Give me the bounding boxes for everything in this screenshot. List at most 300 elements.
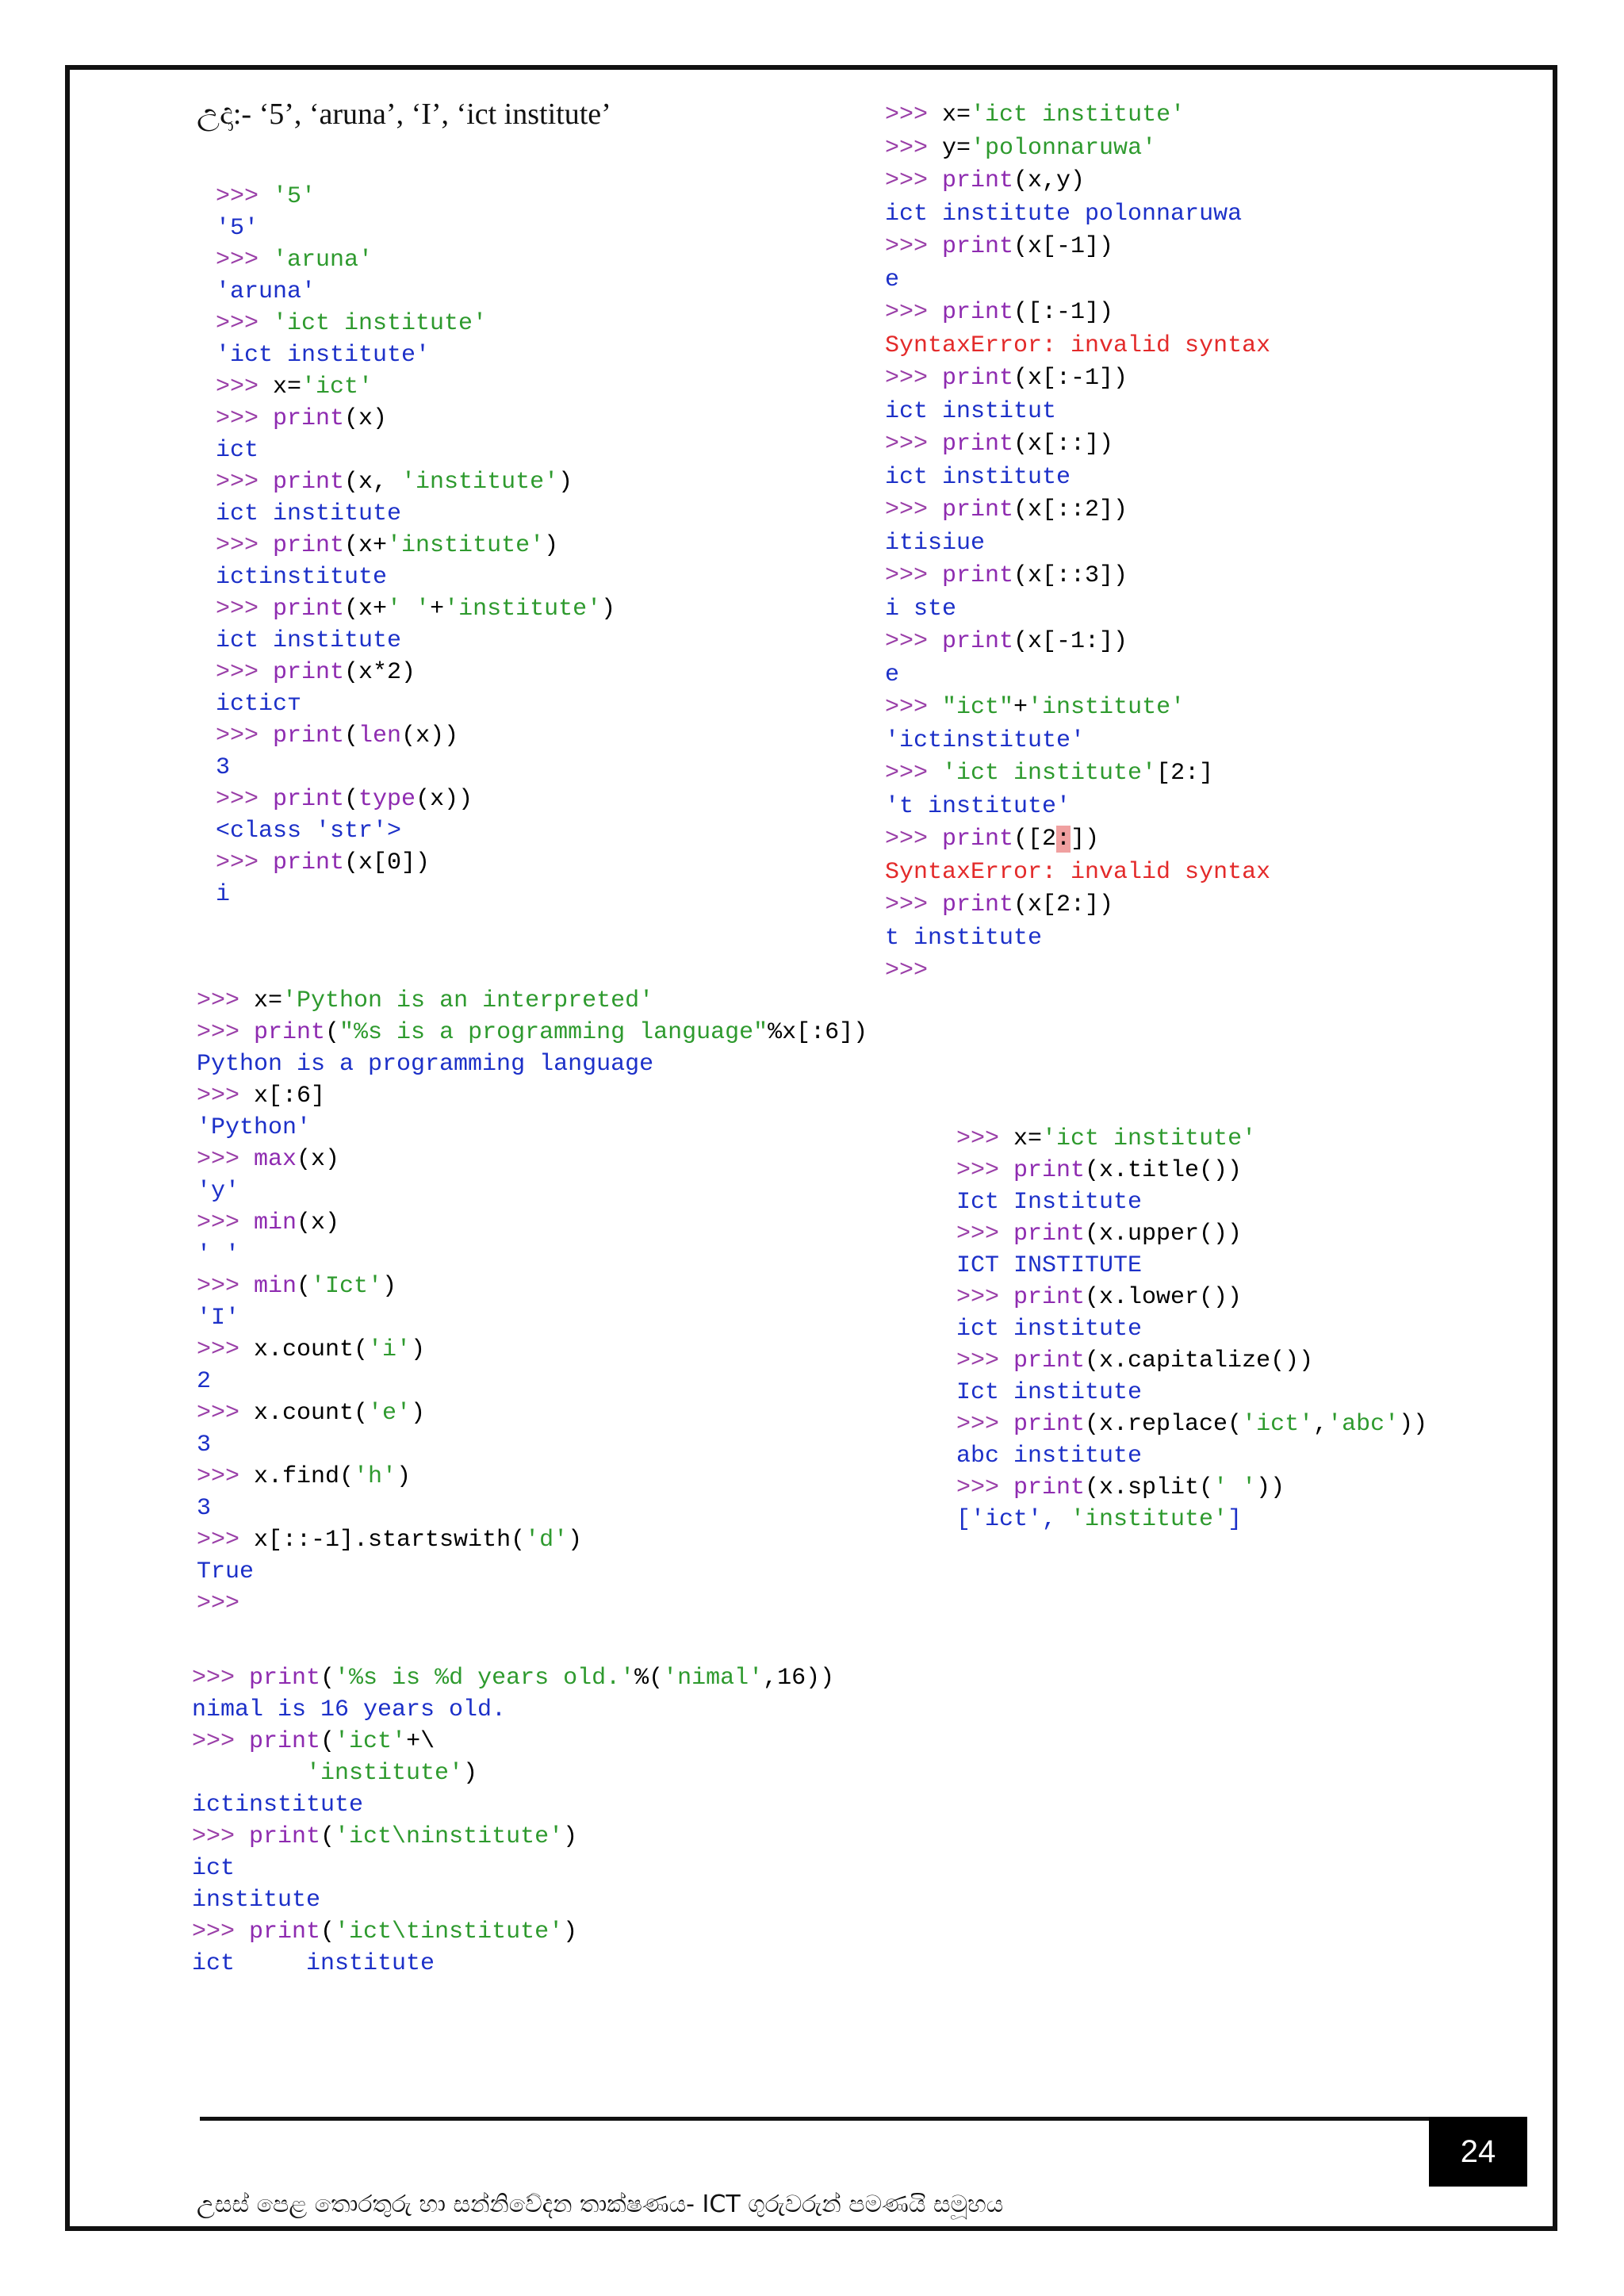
code-text: ( — [297, 1273, 312, 1300]
console-line — [216, 564, 387, 591]
console-string-formatting — [192, 1662, 834, 1980]
output-text: <class 'str'> — [216, 818, 402, 845]
code-text: print — [942, 365, 1014, 392]
code-text: %( — [634, 1665, 664, 1692]
code-text: '5' — [273, 183, 316, 210]
code-text: x= — [942, 102, 971, 128]
code-text: x= — [254, 987, 283, 1014]
code-text: +\ — [406, 1728, 435, 1755]
console-line — [956, 1189, 1142, 1216]
prompt: >>> — [956, 1284, 1014, 1311]
code-text: max — [254, 1146, 297, 1173]
console-line — [192, 1855, 235, 1882]
code-text: (x)) — [401, 723, 459, 749]
prompt: >>> — [197, 1590, 240, 1617]
code-text: print — [942, 562, 1014, 589]
code-text: x.find( — [254, 1463, 354, 1490]
code-text: ) — [463, 1760, 478, 1787]
code-text: (x[:-1]) — [1013, 365, 1128, 392]
console-line — [197, 1305, 239, 1332]
code-text: ) — [563, 1823, 578, 1850]
console-line — [885, 760, 1213, 787]
code-text: (x, — [344, 469, 402, 496]
code-text: 'institute' — [387, 532, 545, 559]
console-line — [956, 1157, 1242, 1184]
prompt: >>> — [885, 694, 943, 721]
code-text: 'h' — [354, 1463, 397, 1490]
prompt: >>> — [956, 1474, 1014, 1501]
code-text: (x[-1]) — [1013, 233, 1114, 260]
console-line — [192, 1918, 577, 1945]
console-line — [885, 925, 1042, 952]
code-text: 'ict institute' — [942, 760, 1157, 787]
code-text: (x,y) — [1013, 167, 1086, 194]
code-text: 'Python is an interpreted' — [282, 987, 654, 1014]
output-text: 't institute' — [885, 792, 1071, 820]
prompt: >>> — [197, 1019, 255, 1046]
code-text: print — [1013, 1157, 1086, 1184]
prompt: >>> — [956, 1411, 1014, 1438]
output-text: itisiue — [885, 529, 986, 557]
code-text: 'polonnaruwa' — [971, 134, 1157, 162]
code-text: 'i' — [368, 1336, 412, 1363]
code-text: (x[-1:]) — [1013, 628, 1128, 655]
console-line — [956, 1411, 1427, 1438]
prompt: >>> — [216, 374, 274, 401]
console-line — [956, 1347, 1313, 1374]
prompt: >>> — [216, 659, 274, 686]
console-line — [197, 1273, 396, 1300]
console-line — [216, 342, 430, 369]
code-text: 'institute' — [444, 596, 602, 623]
prompt: >>> — [216, 183, 274, 210]
code-text: print — [1013, 1284, 1086, 1311]
output-text: t institute — [885, 924, 1043, 952]
console-line — [216, 374, 373, 401]
console-line — [197, 1114, 311, 1141]
code-text: + — [1013, 694, 1028, 721]
code-text: ( — [320, 1823, 335, 1850]
output-text: 'ictinstitute' — [885, 726, 1086, 754]
console-line — [216, 659, 416, 686]
code-text: (x.title()) — [1085, 1157, 1243, 1184]
output-text: ict institute polonnaruwa — [885, 200, 1243, 228]
output-text: e — [885, 661, 900, 688]
console-line — [197, 1558, 254, 1585]
output-text: Ict Institute — [956, 1189, 1143, 1216]
output-text: 2 — [197, 1368, 212, 1395]
code-text: "ict" — [942, 694, 1014, 721]
prompt: >>> — [192, 1823, 250, 1850]
console-line — [197, 1400, 425, 1427]
prompt: >>> — [192, 1728, 250, 1755]
console-line — [885, 694, 1185, 721]
code-text: print — [273, 469, 345, 496]
code-text: print — [942, 299, 1014, 326]
code-text: print — [273, 405, 345, 432]
code-text: 'abc' — [1327, 1411, 1400, 1438]
console-line — [956, 1221, 1242, 1248]
console-line — [885, 628, 1128, 655]
code-text: ) — [601, 596, 616, 623]
prompt: >>> — [885, 431, 943, 458]
console-line — [216, 849, 430, 876]
prompt: >>> — [885, 891, 943, 918]
console-line — [885, 135, 1156, 162]
code-text: (x[::2]) — [1013, 496, 1128, 523]
code-text: print — [249, 1665, 321, 1692]
footer-text: උසස් පෙළ තොරතුරු හා සන්නිවේදන තාක්ෂණය- ICT ගුරුවරුන් පමණයි සමූහය — [197, 2191, 1004, 2218]
prompt: >>> — [956, 1157, 1014, 1184]
output-text: 3 — [216, 754, 231, 781]
console-line — [885, 562, 1128, 589]
console-line — [885, 431, 1113, 458]
console-line — [216, 500, 401, 527]
console-line — [216, 596, 615, 623]
code-text: ,16)) — [763, 1665, 835, 1692]
code-text: 'ict institute' — [273, 310, 488, 337]
code-text: ) — [544, 532, 559, 559]
code-text: 'ict\tinstitute' — [335, 1918, 564, 1945]
console-line — [885, 299, 1113, 326]
code-text: print — [1013, 1221, 1086, 1248]
prompt: >>> — [197, 1273, 255, 1300]
code-text: 'institute' — [306, 1760, 464, 1787]
output-text: ictinstitute — [192, 1792, 364, 1819]
console-line — [216, 437, 259, 464]
code-text: (x+ — [344, 596, 388, 623]
code-text: ) — [411, 1400, 426, 1427]
output-text: 'y' — [197, 1178, 240, 1205]
console-line — [192, 1665, 834, 1692]
code-text: (x.upper()) — [1085, 1221, 1243, 1248]
output-text: 'I' — [197, 1305, 240, 1332]
console-line — [216, 405, 387, 432]
output-text: i — [216, 881, 231, 908]
console-line — [885, 859, 1270, 886]
console-line — [197, 1019, 868, 1046]
prompt: >>> — [885, 102, 943, 128]
code-text: print — [273, 532, 345, 559]
console-line — [216, 469, 573, 496]
code-text: ( — [320, 1918, 335, 1945]
output-text: ict institute — [216, 627, 402, 654]
console-line — [216, 215, 259, 242]
output-text: 'aruna' — [216, 278, 316, 305]
intro-line: උදා:- ‘5’, ‘aruna’, ‘I’, ‘ict institute’ — [197, 98, 611, 131]
output-text: ict institute — [192, 1950, 435, 1977]
console-line — [197, 1590, 239, 1617]
output-text: institute — [192, 1887, 321, 1914]
code-text: print — [1013, 1347, 1086, 1374]
code-text: print — [942, 628, 1014, 655]
prompt: >>> — [885, 562, 943, 589]
console-line — [885, 727, 1085, 754]
code-text: 'ict\ninstitute' — [335, 1823, 564, 1850]
console-string-functions — [197, 985, 868, 1619]
console-line — [216, 627, 401, 654]
console-line — [885, 793, 1071, 820]
console-line — [956, 1506, 1242, 1533]
console-line — [192, 1792, 363, 1819]
code-text: (x) — [297, 1146, 340, 1173]
console-line — [885, 398, 1056, 425]
code-text: 'institute' — [1028, 694, 1185, 721]
code-text: ) — [568, 1527, 583, 1554]
console-line — [956, 1443, 1142, 1470]
console-line — [216, 881, 230, 908]
console-line — [885, 266, 899, 293]
code-text: 'institute' — [401, 469, 559, 496]
code-text: print — [273, 659, 345, 686]
console-line — [197, 1527, 582, 1554]
console-line — [192, 1760, 477, 1787]
code-text: )) — [1256, 1474, 1285, 1501]
code-text: 'Ict' — [311, 1273, 383, 1300]
prompt: >>> — [885, 957, 929, 984]
prompt: >>> — [885, 628, 943, 655]
output-text: ict institut — [885, 397, 1057, 425]
console-line — [216, 786, 473, 813]
code-text: (x.split( — [1085, 1474, 1214, 1501]
prompt: >>> — [885, 760, 943, 787]
console-string-methods — [956, 1123, 1427, 1535]
console-line — [197, 1495, 211, 1522]
console-string-slicing — [885, 99, 1270, 988]
console-line — [885, 891, 1113, 918]
console-string-basics — [216, 181, 615, 910]
code-text: '%s is %d years old.' — [335, 1665, 635, 1692]
console-line — [216, 532, 558, 559]
console-line — [197, 1432, 211, 1458]
console-line — [197, 1336, 425, 1363]
output-text: e — [885, 266, 900, 293]
console-line — [885, 957, 928, 984]
code-text: : — [1056, 826, 1071, 853]
code-text: ) — [558, 469, 573, 496]
code-text: (x.replace( — [1085, 1411, 1243, 1438]
console-line — [885, 201, 1242, 228]
code-text: print — [273, 596, 345, 623]
prompt: >>> — [885, 826, 943, 853]
code-text: 'ict institute' — [1042, 1125, 1257, 1152]
prompt: >>> — [956, 1221, 1014, 1248]
console-line — [956, 1252, 1142, 1279]
code-text: print — [273, 723, 345, 749]
prompt: >>> — [197, 1463, 255, 1490]
output-text: 3 — [197, 1495, 212, 1522]
console-line — [216, 247, 373, 274]
error-text: SyntaxError: invalid syntax — [885, 332, 1271, 359]
console-line — [956, 1474, 1285, 1501]
console-line — [216, 278, 316, 305]
console-line — [885, 167, 1085, 194]
prompt: >>> — [885, 365, 943, 392]
output-text: abc institute — [956, 1443, 1143, 1470]
output-text: 'ict institute' — [216, 342, 431, 369]
output-text: ICT INSTITUTE — [956, 1252, 1143, 1279]
prompt: >>> — [197, 1083, 255, 1110]
page-number: 24 — [1429, 2117, 1527, 2187]
output-text: ] — [1228, 1506, 1243, 1533]
console-line — [216, 183, 316, 210]
console-line — [956, 1379, 1142, 1406]
code-text: ) — [411, 1336, 426, 1363]
code-text — [192, 1760, 306, 1787]
prompt: >>> — [885, 496, 943, 523]
console-line — [956, 1316, 1142, 1343]
console-line — [956, 1125, 1256, 1152]
code-text: (x.lower()) — [1085, 1284, 1243, 1311]
output-text: icticт — [216, 691, 302, 718]
prompt: >>> — [956, 1125, 1014, 1152]
code-text: , — [1313, 1411, 1328, 1438]
console-line — [192, 1950, 435, 1977]
code-text: (x[0]) — [344, 849, 431, 876]
code-text: min — [254, 1209, 297, 1236]
code-text: print — [273, 786, 345, 813]
output-text: ict institute — [885, 463, 1071, 491]
prompt: >>> — [216, 596, 274, 623]
code-text: ( — [325, 1019, 340, 1046]
code-text: print — [942, 891, 1014, 918]
code-text: + — [430, 596, 445, 623]
prompt: >>> — [885, 134, 943, 162]
code-text: ]) — [1071, 826, 1100, 853]
prompt: >>> — [216, 469, 274, 496]
code-text: (x*2) — [344, 659, 416, 686]
prompt: >>> — [197, 1146, 255, 1173]
code-text: ) — [382, 1273, 397, 1300]
code-text: ) — [396, 1463, 412, 1490]
code-text: (x) — [344, 405, 388, 432]
console-line — [216, 691, 301, 718]
console-line — [885, 332, 1270, 359]
console-line — [885, 596, 956, 623]
code-text: %x[:6]) — [768, 1019, 868, 1046]
output-text: True — [197, 1558, 255, 1585]
code-text: type — [358, 786, 416, 813]
code-text: (x)) — [416, 786, 473, 813]
prompt: >>> — [197, 1527, 255, 1554]
output-text: ict institute — [956, 1316, 1143, 1343]
code-text: )) — [1399, 1411, 1428, 1438]
prompt: >>> — [216, 849, 274, 876]
console-line — [192, 1887, 320, 1914]
prompt: >>> — [197, 1209, 255, 1236]
console-line — [216, 310, 487, 337]
console-line — [216, 754, 230, 781]
code-text: x[::-1].startswith( — [254, 1527, 526, 1554]
code-text: x= — [1013, 1125, 1043, 1152]
console-line — [885, 464, 1071, 491]
code-text: ' ' — [1213, 1474, 1257, 1501]
code-text: (x.capitalize()) — [1085, 1347, 1314, 1374]
console-line — [197, 987, 653, 1014]
console-line — [192, 1823, 577, 1850]
code-text: ( — [320, 1665, 335, 1692]
prompt: >>> — [197, 1400, 255, 1427]
code-text: "%s is a programming language" — [339, 1019, 768, 1046]
code-text: (x[::]) — [1013, 431, 1114, 458]
prompt: >>> — [192, 1918, 250, 1945]
output-text: ' ' — [197, 1241, 240, 1268]
code-text: print — [1013, 1474, 1086, 1501]
code-text: ) — [563, 1918, 578, 1945]
output-text: 'Python' — [197, 1114, 312, 1141]
prompt: >>> — [885, 167, 943, 194]
console-line — [192, 1696, 506, 1723]
output-text: 3 — [197, 1432, 212, 1458]
prompt: >>> — [192, 1665, 250, 1692]
code-text: [2:] — [1156, 760, 1214, 787]
code-text: (x[::3]) — [1013, 562, 1128, 589]
footer-rule — [200, 2117, 1429, 2121]
prompt: >>> — [956, 1347, 1014, 1374]
prompt: >>> — [216, 532, 274, 559]
code-text: ' ' — [387, 596, 431, 623]
code-text: print — [942, 233, 1014, 260]
code-text: 'e' — [368, 1400, 412, 1427]
code-text: 'nimal' — [663, 1665, 764, 1692]
code-text: ( — [320, 1728, 335, 1755]
code-text: x.count( — [254, 1400, 369, 1427]
code-text: ( — [344, 786, 359, 813]
prompt: >>> — [197, 987, 255, 1014]
output-text: ict — [216, 437, 259, 464]
prompt: >>> — [197, 1336, 255, 1363]
prompt: >>> — [216, 786, 274, 813]
code-text: 'institute' — [1071, 1506, 1228, 1533]
output-text: '5' — [216, 215, 259, 242]
output-text: Python is a programming language — [197, 1051, 654, 1078]
code-text: x[:6] — [254, 1083, 326, 1110]
code-text: min — [254, 1273, 297, 1300]
code-text: 'ict' — [1242, 1411, 1314, 1438]
console-line — [197, 1051, 653, 1078]
code-text: 'aruna' — [273, 247, 373, 274]
prompt: >>> — [885, 233, 943, 260]
console-line — [885, 233, 1113, 260]
code-text: print — [942, 496, 1014, 523]
console-line — [885, 530, 985, 557]
console-line — [956, 1284, 1242, 1311]
console-line — [197, 1146, 339, 1173]
console-line — [192, 1728, 435, 1755]
console-line — [885, 826, 1099, 853]
code-text: print — [249, 1918, 321, 1945]
prompt: >>> — [216, 310, 274, 337]
code-text: x= — [273, 374, 302, 401]
code-text: print — [249, 1728, 321, 1755]
prompt: >>> — [216, 723, 274, 749]
output-text: Ict institute — [956, 1379, 1143, 1406]
prompt: >>> — [216, 247, 274, 274]
console-line — [885, 365, 1128, 392]
console-line — [197, 1209, 339, 1236]
console-line — [885, 661, 899, 688]
output-text: ictinstitute — [216, 564, 388, 591]
output-text: ict institute — [216, 500, 402, 527]
code-text: len — [358, 723, 402, 749]
console-line — [197, 1368, 211, 1395]
error-text: SyntaxError: invalid syntax — [885, 858, 1271, 886]
output-text: ict — [192, 1855, 236, 1882]
code-text: 'd' — [525, 1527, 569, 1554]
prompt: >>> — [216, 405, 274, 432]
code-text: print — [942, 167, 1014, 194]
output-text: ['ict', — [956, 1506, 1071, 1533]
